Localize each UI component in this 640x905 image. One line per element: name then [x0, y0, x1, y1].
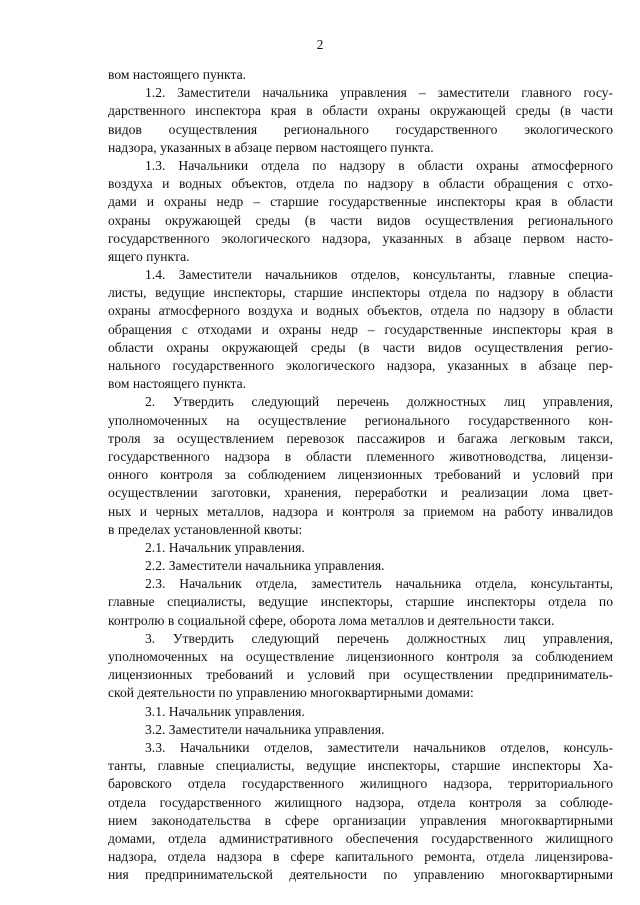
text-line: уполномоченных на осуществление лицензионного контроля за соблюдением [108, 649, 613, 664]
text-line: дами и охраны недр – старшие государственные инспекторы края в области [108, 194, 613, 210]
text-line: 3.1. Начальник управления. [145, 703, 305, 719]
text-line: 2.1. Начальник управления. [145, 539, 305, 555]
text-line: ния предпринимательской деятельности по управлению многоквартирными [108, 867, 613, 883]
text-line: 1.4. Заместители начальников отделов, консультанты, главные специа- [145, 267, 613, 283]
text-line: домами, отдела административного обеспечения государственного жилищного [108, 830, 613, 846]
text-line: отдела государственного жилищного надзора, отдела контроля за соблюде- [108, 794, 613, 810]
text-line: уполномоченных на осуществление регионального государственного кон- [108, 412, 613, 428]
text-line: государственного надзора в области племенного животноводства, лицензи- [108, 448, 613, 464]
text-line: охраны атмосферного воздуха и водных объектов, отдела по надзору в области [108, 303, 613, 319]
text-line: лицензионных требований и условий при осуществлении предприниматель- [108, 667, 613, 683]
text-line: 3.2. Заместители начальника управления. [145, 721, 385, 737]
text-line: 1.2. Заместители начальника управления – заместители главного госу- [145, 85, 613, 101]
text-line: нального государственного экологического надзора, указанных в абзаце пер- [108, 358, 613, 373]
text-line: ящего пункта. [108, 248, 190, 264]
text-line: дарственного инспектора края в области охраны окружающей среды (в части [108, 103, 613, 119]
text-line: контролю в социальной сфере, оборота лома металлов и деятельности такси. [108, 612, 555, 628]
text-line: надзора, указанных в абзаце первом настоящего пункта. [108, 139, 434, 155]
text-line: танты, главные специалисты, ведущие инспекторы, старшие инспекторы Ха- [108, 758, 613, 774]
text-line: вом настоящего пункта. [108, 67, 247, 82]
text-line: 3.3. Начальники отделов, заместители начальников отделов, консуль- [145, 739, 613, 755]
text-line: 2.2. Заместители начальника управления. [145, 558, 385, 574]
text-line: ской деятельности по управлению многоквартирными домами: [108, 685, 474, 701]
text-line: 3. Утвердить следующий перечень должностных лиц управления, [145, 630, 613, 646]
text-line: надзора, отдела надзора в сфере капитального ремонта, отдела лицензирова- [108, 849, 613, 865]
text-line: вом настоящего пункта. [108, 376, 247, 392]
text-line: нием законодательства в сфере организации управления многоквартирными [108, 812, 613, 828]
text-line: 2.3. Начальник отдела, заместитель начальника отдела, консультанты, [145, 576, 613, 592]
text-line: баровского отдела государственного жилищного надзора, территориального [108, 776, 613, 792]
text-line: листы, ведущие инспекторы, старшие инспекторы отдела по надзору в области [108, 285, 613, 301]
text-line: 2. Утвердить следующий перечень должностных лиц управления, [145, 394, 613, 410]
text-line: 1.3. Начальники отдела по надзору в области охраны атмосферного [145, 157, 613, 173]
text-line: видов осуществления регионального государственного экологического [108, 121, 613, 137]
text-line: онного контроля за соблюдением лицензионных требований и условий при [108, 467, 613, 483]
text-line: охраны окружающей среды (в части видов осуществления регионального [108, 212, 613, 228]
text-line: осуществлении заготовки, хранения, переработки и реализации лома цвет- [108, 485, 613, 501]
text-line: ных и черных металлов, надзора и контроля за приемом на работу инвалидов [108, 503, 613, 519]
document-body [108, 66, 613, 884]
text-line: области охраны окружающей среды (в части видов осуществления регио- [108, 339, 613, 355]
text-line: троля за осуществлением перевозок пассажиров и багажа легковым такси, [108, 430, 613, 446]
text-line: воздуха и водных объектов, отдела по надзору в области обращения с отхо- [108, 176, 613, 192]
text-line: в пределах установленной квоты: [108, 521, 303, 537]
text-line: государственного экологического надзора, указанных в абзаце первом насто- [108, 230, 613, 246]
text-line: главные специалисты, ведущие инспекторы, старшие инспекторы отдела по [108, 594, 613, 610]
page-number: 2 [316, 37, 324, 52]
text-line: обращения с отходами и охраны недр – государственные инспекторы края в [108, 321, 613, 337]
